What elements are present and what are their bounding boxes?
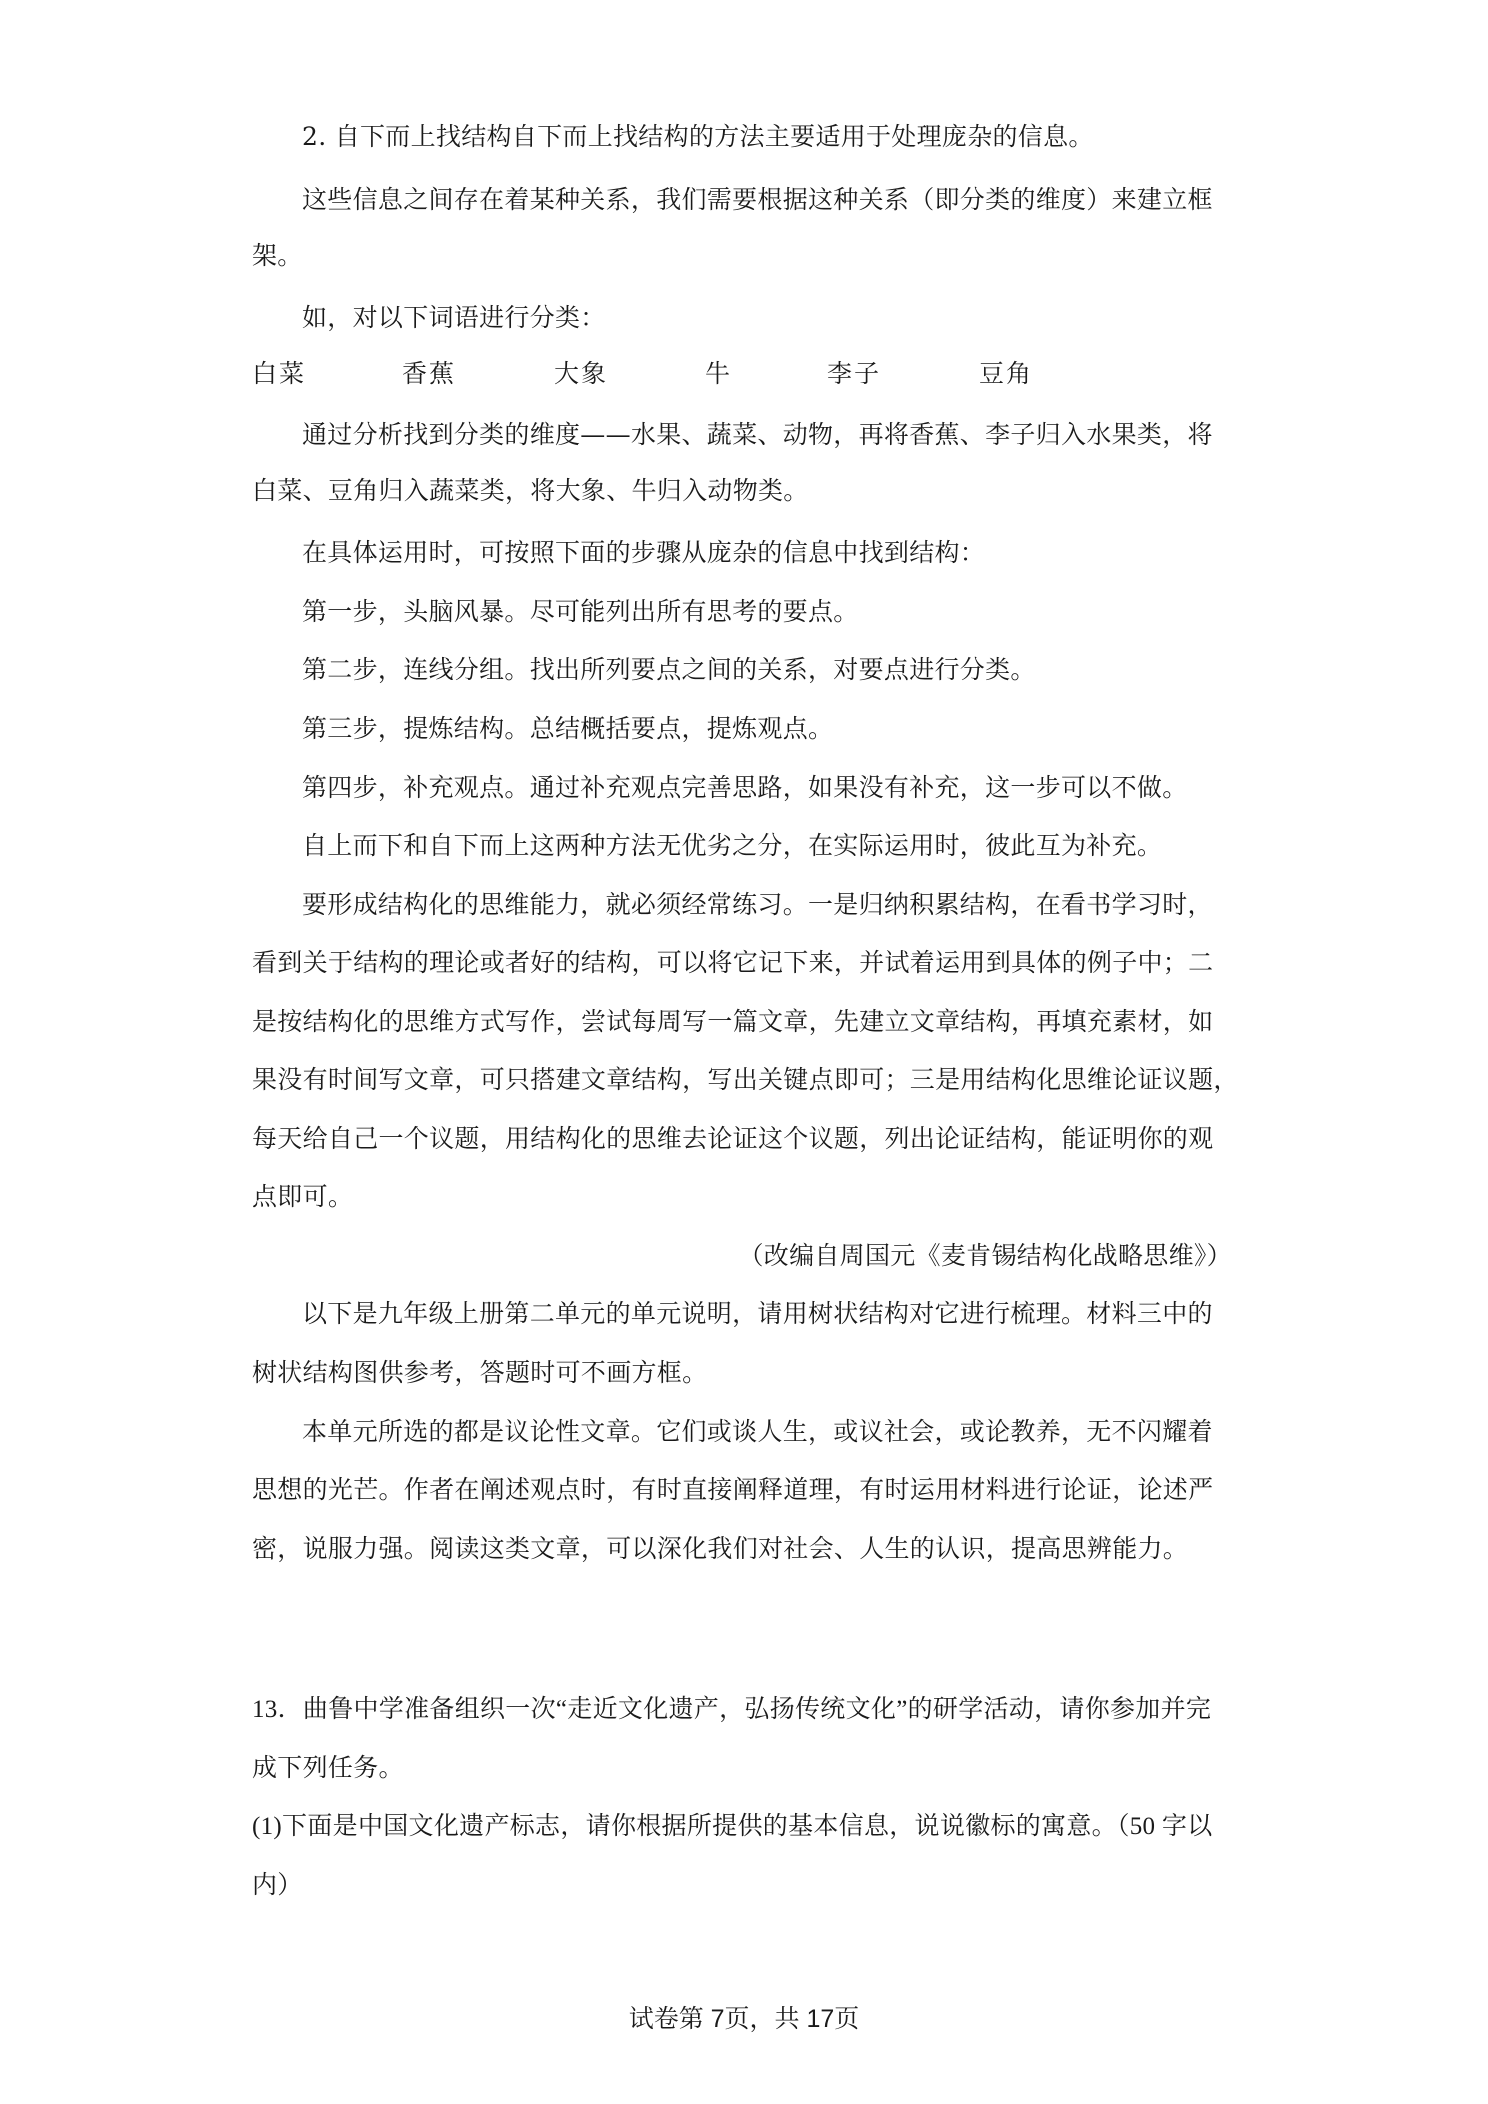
paragraph-example-intro: 如，对以下词语进行分类： [302,303,606,332]
step-four: 第四步，补充观点。通过补充观点完善思路，如果没有补充，这一步可以不做。 [302,773,1188,802]
question-13-line1: 13．曲鲁中学准备组织一次“走近文化遗产，弘扬传统文化”的研学活动，请你参加并完 [252,1696,1212,1723]
paragraph-steps-intro: 在具体运用时，可按照下面的步骤从庞杂的信息中找到结构： [302,538,986,567]
word-item: 白菜 [252,359,307,388]
paragraph-unit-line3: 密，说服力强。阅读这类文章，可以深化我们对社会、人生的认识，提高思辨能力。 [252,1534,1189,1563]
paragraph-relation-line2: 架。 [252,241,303,270]
word-list [252,357,1252,391]
step-one: 第一步，头脑风暴。尽可能列出所有思考的要点。 [302,597,859,626]
paragraph-practice-line4: 果没有时间写文章，可只搭建文章结构，写出关键点即可；三是用结构化思维论证议题， [252,1065,1239,1094]
word-item: 李子 [827,359,882,388]
paragraph-practice-line2: 看到关于结构的理论或者好的结构，可以将它记下来，并试着运用到具体的例子中；二 [252,948,1214,977]
paragraph-analysis-line2: 白菜、豆角归入蔬菜类，将大象、牛归入动物类。 [252,476,809,505]
question-13-line2: 成下列任务。 [252,1755,404,1782]
paragraph-practice-line1: 要形成结构化的思维能力，就必须经常练习。一是归纳积累结构，在看书学习时， [302,890,1213,919]
word-item: 豆角 [979,359,1034,388]
question-13-sub1-line2: 内） [252,1872,303,1899]
paragraph-practice-line5: 每天给自己一个议题，用结构化的思维去论证这个议题，列出论证结构，能证明你的观 [252,1124,1214,1153]
word-item: 牛 [705,359,733,388]
word-item: 大象 [554,359,609,388]
paragraph-method-intro: 2. 自下而上找结构自下而上找结构的方法主要适用于处理庞杂的信息。 [302,122,1094,151]
paragraph-unit-line2: 思想的光芒。作者在阐述观点时，有时直接阐释道理，有时运用材料进行论证，论述严 [252,1475,1214,1504]
paragraph-unit-line1: 本单元所选的都是议论性文章。它们或谈人生，或议社会，或论教养，无不闪耀着 [302,1417,1213,1446]
page-footer: 试卷第 7页，共 17页 [628,2005,860,2033]
step-two: 第二步，连线分组。找出所列要点之间的关系，对要点进行分类。 [302,655,1036,684]
paragraph-practice-line6: 点即可。 [252,1182,354,1211]
step-three: 第三步，提炼结构。总结概括要点，提炼观点。 [302,714,834,743]
paragraph-task-line2: 树状结构图供参考，答题时可不画方框。 [252,1358,708,1387]
paragraph-task-line1: 以下是九年级上册第二单元的单元说明，请用树状结构对它进行梳理。材料三中的 [302,1299,1213,1328]
paragraph-complement: 自上而下和自下而上这两种方法无优劣之分，在实际运用时，彼此互为补充。 [302,831,1163,860]
paragraph-relation-line1: 这些信息之间存在着某种关系，我们需要根据这种关系（即分类的维度）来建立框 [302,185,1213,214]
source-citation: （改编自周国元《麦肯锡结构化战略思维》） [738,1241,1232,1270]
paragraph-analysis-line1: 通过分析找到分类的维度——水果、蔬菜、动物，再将香蕉、李子归入水果类，将 [302,420,1213,449]
question-13-sub1-line1: (1)下面是中国文化遗产标志，请你根据所提供的基本信息，说说徽标的寓意。（50 字以 [252,1813,1213,1840]
word-item: 香蕉 [402,359,457,388]
paragraph-practice-line3: 是按结构化的思维方式写作，尝试每周写一篇文章，先建立文章结构，再填充素材，如 [252,1007,1214,1036]
